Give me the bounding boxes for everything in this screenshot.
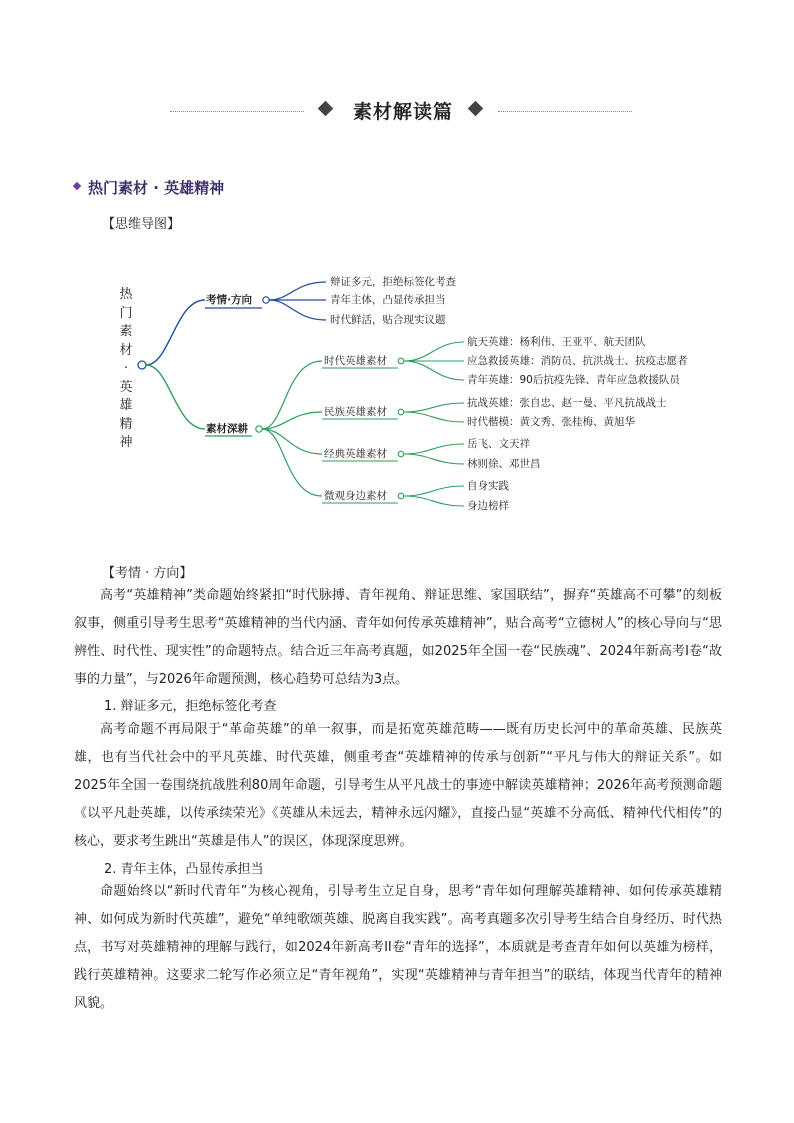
- mindmap-group-jingdian: 经典英雄素材: [324, 448, 387, 460]
- point1-paragraph: 高考命题不再局限于“革命英雄”的单一叙事，而是拓宽英雄范畴——既有历史长河中的革命英雄、民族英雄，也有当代社会中的平凡英雄、时代英雄，侧重考查“英雄精神的传承与创新”“平凡与伟大的辩证关系”。如2025年全国一卷围绕抗战胜利80周年命题，引导考生从平凡战士的事迹中解读英雄精神；2026年高考预测命题《以平凡赴英雄，以传承续荣光》《英雄从未远去，精神永远闪耀》，直接凸显“英雄不分高低、精神代代相传”的核心，要求考生跳出“英雄是伟人”的误区，体现深度思辨。: [74, 722, 722, 849]
- point1-heading: 1. 辩证多元，拒绝标签化考查: [104, 699, 277, 714]
- mindmap-group-minzu: 民族英雄素材: [324, 406, 387, 418]
- kaoqing-heading: 【考情 · 方向】: [102, 566, 193, 581]
- mindmap-leaf: 抗战英雄：张自忠、赵一曼、平凡抗战战士: [467, 397, 667, 409]
- section-title: 热门素材 · 英雄精神: [88, 179, 225, 197]
- mindmap-leaf: 航天英雄：杨利伟、王亚平、航天团队: [467, 336, 646, 348]
- mindmap-group-weiguan: 微观身边素材: [324, 490, 387, 502]
- mindmap-leaf: 辩证多元，拒绝标签化考查: [330, 276, 456, 288]
- mindmap-leaf: 身边榜样: [467, 500, 509, 512]
- mindmap-root-label: 热 门 素 材 · 英 雄 精 神: [119, 287, 133, 450]
- mindmap-leaf: 青年英雄：90后抗疫先锋、青年应急救援队员: [467, 374, 680, 386]
- mindmap-leaf: 岳飞、文天祥: [467, 438, 530, 450]
- point2-paragraph: 命题始终以“新时代青年”为核心视角，引导考生立足自身，思考“青年如何理解英雄精神、如何传承英雄精神、如何成为新时代英雄”，避免“单纯歌颂英雄、脱离自我实践”。高考真题多次引导考生结合自身经历、时代热点，书写对英雄精神的理解与践行，如2024年新高考II卷“青年的选择”，本质就是考查青年如何以英雄为榜样，践行英雄精神。这要求二轮写作必须立足“青年视角”，实现“英雄精神与青年担当”的联结，体现当代青年的精神风貌。: [74, 884, 722, 1011]
- mindmap-leaf: 林则徐、邓世昌: [467, 458, 541, 470]
- mindmap-group-shidai: 时代英雄素材: [324, 355, 387, 367]
- page-title: 素材解读篇: [352, 101, 453, 123]
- mindmap-leaf: 时代楷模：黄文秀、张桂梅、黄旭华: [467, 416, 635, 428]
- mindmap-branch-kaoqing: 考情·方向: [206, 294, 252, 306]
- mindmap-leaf: 青年主体，凸显传承担当: [330, 294, 446, 306]
- mindmap-leaf: 自身实践: [467, 480, 509, 492]
- point2-heading: 2. 青年主体，凸显传承担当: [104, 862, 264, 877]
- mindmap-leaf: 时代鲜活，贴合现实议题: [330, 314, 446, 326]
- intro-paragraph: 高考“英雄精神”类命题始终紧扣“时代脉搏、青年视角、辩证思维、家国联结”，摒弃“英雄高不可攀”的刻板叙事，侧重引导考生思考“英雄精神的当代内涵、青年如何传承英雄精神”，贴合高考“立德树人”的核心导向与“思辨性、时代性、现实性”的命题特点。结合近三年高考真题，如2025年全国一卷“民族魂”、2024年新高考I卷“故事的力量”，与2026年命题预测，核心趋势可总结为3点。: [74, 588, 722, 687]
- mindmap-branch-sucai: 素材深耕: [206, 423, 248, 435]
- mindmap-heading: 【思维导图】: [102, 217, 181, 232]
- mindmap-leaf: 应急救援英雄：消防员、抗洪战士、抗疫志愿者: [467, 355, 688, 367]
